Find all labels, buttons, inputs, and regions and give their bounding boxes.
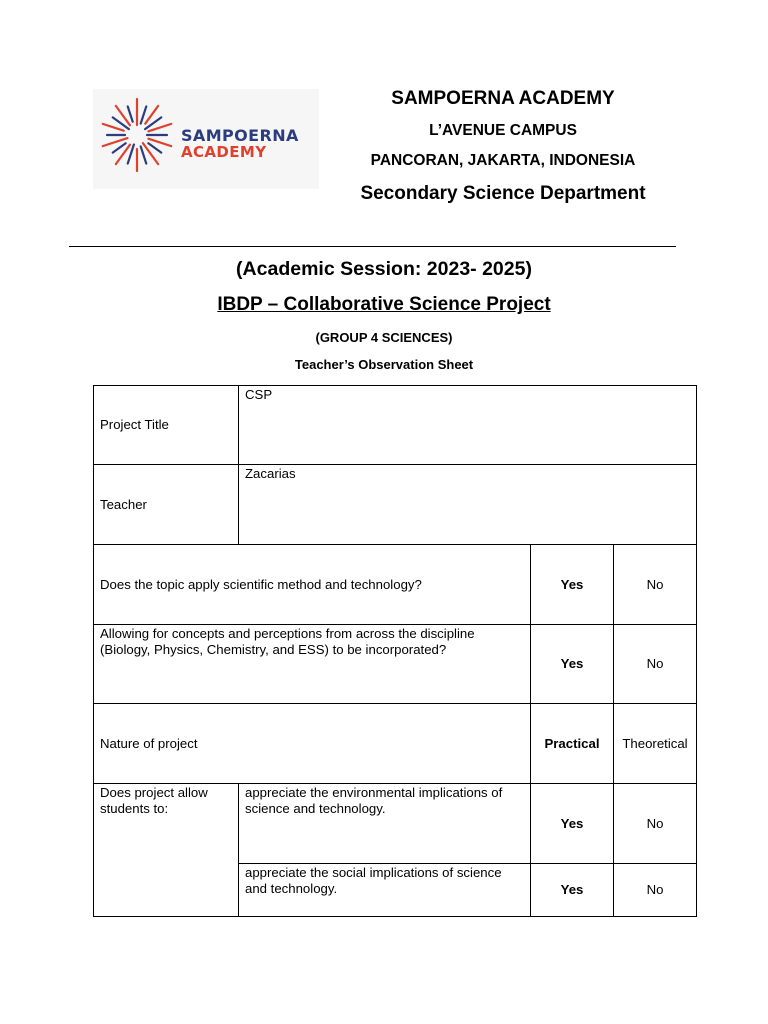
logo-line2: ACADEMY	[181, 143, 267, 161]
school-name: SAMPOERNA ACADEMY	[391, 88, 615, 109]
starburst-ray	[148, 143, 161, 152]
q4b-option-no: No	[613, 863, 697, 917]
campus-name: L’AVENUE CAMPUS	[429, 122, 577, 139]
q2-option-yes: Yes	[530, 624, 614, 704]
q4a-option-yes: Yes	[530, 783, 614, 864]
q4b-option-yes: Yes	[530, 863, 614, 917]
project-title-value: CSP	[238, 385, 697, 465]
group-subtitle: (GROUP 4 SCIENCES)	[315, 330, 453, 345]
question-social: appreciate the social implications of science and technology.	[238, 863, 531, 917]
q2-option-no: No	[613, 624, 697, 704]
header-divider	[69, 246, 676, 247]
starburst-ray	[128, 106, 133, 121]
academic-session: (Academic Session: 2023- 2025)	[236, 258, 532, 280]
starburst-ray	[113, 143, 126, 152]
starburst-ray	[141, 146, 147, 163]
question-nature: Nature of project	[93, 703, 531, 784]
logo-line1: SAMPOERNA	[181, 126, 299, 145]
q1-option-yes: Yes	[530, 544, 614, 625]
q3-option-theoretical: Theoretical	[613, 703, 697, 784]
q1-option-no: No	[613, 544, 697, 625]
q4a-option-no: No	[613, 783, 697, 864]
q3-option-practical: Practical	[530, 703, 614, 784]
question-scientific-method: Does the topic apply scientific method and technology?	[93, 544, 531, 625]
document-title: IBDP – Collaborative Science Project	[217, 294, 551, 315]
question-students-label: Does project allow students to:	[93, 783, 239, 917]
campus-location: PANCORAN, JAKARTA, INDONESIA	[370, 152, 636, 169]
sheet-title: Teacher’s Observation Sheet	[294, 357, 474, 372]
question-disciplines: Allowing for concepts and perceptions from across the discipline (Biology, Physics, Chemistry, and ESS) to be incorporated?	[93, 624, 531, 704]
starburst-icon	[97, 95, 177, 175]
logo-wordmark	[181, 127, 299, 161]
teacher-value: Zacarias	[238, 464, 697, 545]
department-name: Secondary Science Department	[360, 183, 646, 204]
school-logo	[93, 89, 319, 189]
question-environmental: appreciate the environmental implications of science and technology.	[238, 783, 531, 864]
starburst-ray	[141, 106, 147, 123]
project-title-label: Project Title	[93, 385, 239, 465]
starburst-ray	[103, 124, 124, 131]
teacher-label: Teacher	[93, 464, 239, 545]
